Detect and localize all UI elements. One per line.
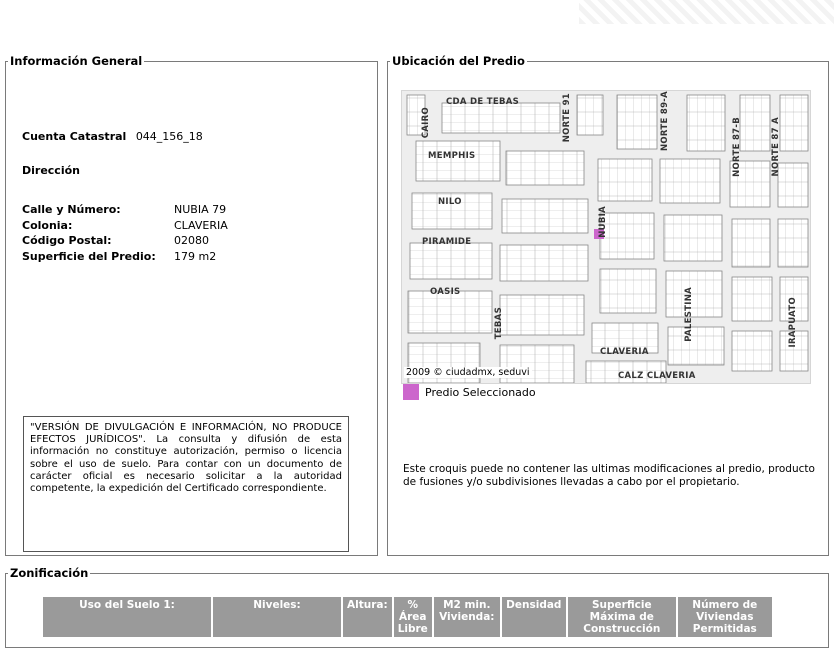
address-row-label: Colonia:	[22, 218, 73, 232]
address-row-label: Código Postal:	[22, 234, 112, 247]
zoning-header-altura: Altura:	[343, 597, 392, 637]
cuenta-catastral	[22, 130, 203, 143]
zoning-header-m2-vivienda: M2 min. Vivienda:	[434, 597, 500, 637]
map-credit: 2009 © ciudadmx, seduvi	[406, 367, 530, 378]
street-label: NUBIA	[598, 206, 608, 238]
zoning-header-area-libre: % Área Libre	[394, 597, 432, 637]
location-map[interactable]	[401, 90, 811, 384]
selected-parcel-legend: Predio Seleccionado	[425, 386, 536, 399]
street-label: MEMPHIS	[428, 151, 476, 161]
address-row	[22, 233, 228, 249]
address-row-value: NUBIA 79	[174, 203, 227, 216]
location-panel	[387, 54, 829, 556]
street-label: NILO	[438, 197, 462, 207]
address-list	[22, 202, 228, 264]
address-row-value: 179 m2	[174, 249, 217, 263]
street-label: CALZ CLAVERIA	[618, 371, 696, 381]
zoning-header-viviendas: Número de Viviendas Permitidas	[678, 597, 772, 637]
legal-notice: "VERSIÓN DE DIVULGACIÓN E INFORMACIÓN, NO PRODUCE EFECTOS JURÍDICOS". La consulta y difusión de esta información no constituye autorización, permiso o licencia sobre el uso de suelo. Para contar con un documento de carácter oficial es necesario solicitar a la autoridad competente, la expedición del Certificado correspondiente.	[23, 416, 349, 552]
zoning-header-niveles: Niveles:	[213, 597, 341, 637]
zoning-header-uso: Uso del Suelo 1:	[43, 597, 211, 637]
street-label: NORTE 87-B	[732, 117, 742, 177]
map-disclaimer: Este croquis puede no contener las ultimas modificaciones al predio, producto de fusiones y/o subdivisiones llevadas a cabo por el propietario.	[403, 463, 815, 488]
direccion-label: Dirección	[22, 164, 80, 177]
street-label: CDA DE TEBAS	[446, 97, 520, 107]
zoning-header-row	[43, 597, 772, 637]
banner-pattern	[579, 0, 834, 24]
address-row-value: CLAVERIA	[174, 218, 228, 232]
top-banner	[0, 0, 840, 30]
zoning-table	[41, 597, 774, 637]
cuenta-catastral-label: Cuenta Catastral	[22, 130, 127, 143]
location-legend: Ubicación del Predio	[392, 54, 525, 68]
street-label: TEBAS	[494, 307, 504, 340]
street-label: CAIRO	[421, 107, 431, 139]
street-label: NORTE 91	[562, 93, 572, 143]
street-label: IRAPUATO	[788, 297, 798, 348]
street-label: CLAVERIA	[600, 347, 649, 357]
address-row	[22, 202, 228, 218]
cuenta-catastral-value: 044_156_18	[135, 130, 203, 143]
address-row-label: Superficie del Predio:	[22, 249, 156, 263]
address-row-label: Calle y Número:	[22, 203, 121, 216]
zoning-legend: Zonificación	[10, 566, 89, 580]
street-label: PALESTINA	[684, 287, 694, 342]
general-info-legend: Información General	[10, 54, 143, 68]
street-label: PIRAMIDE	[422, 237, 472, 247]
zoning-panel	[5, 566, 829, 648]
address-row	[22, 218, 228, 234]
selected-parcel-swatch	[403, 384, 419, 400]
zoning-header-superficie: Superficie Máxima de Construcción	[568, 597, 676, 637]
address-row	[22, 249, 228, 265]
street-label: OASIS	[430, 287, 461, 297]
general-info-panel	[5, 54, 378, 556]
address-row-value: 02080	[174, 234, 209, 247]
zoning-header-densidad: Densidad	[502, 597, 566, 637]
street-label: NORTE 87 A	[771, 117, 781, 177]
street-label: NORTE 89-A	[660, 91, 670, 152]
